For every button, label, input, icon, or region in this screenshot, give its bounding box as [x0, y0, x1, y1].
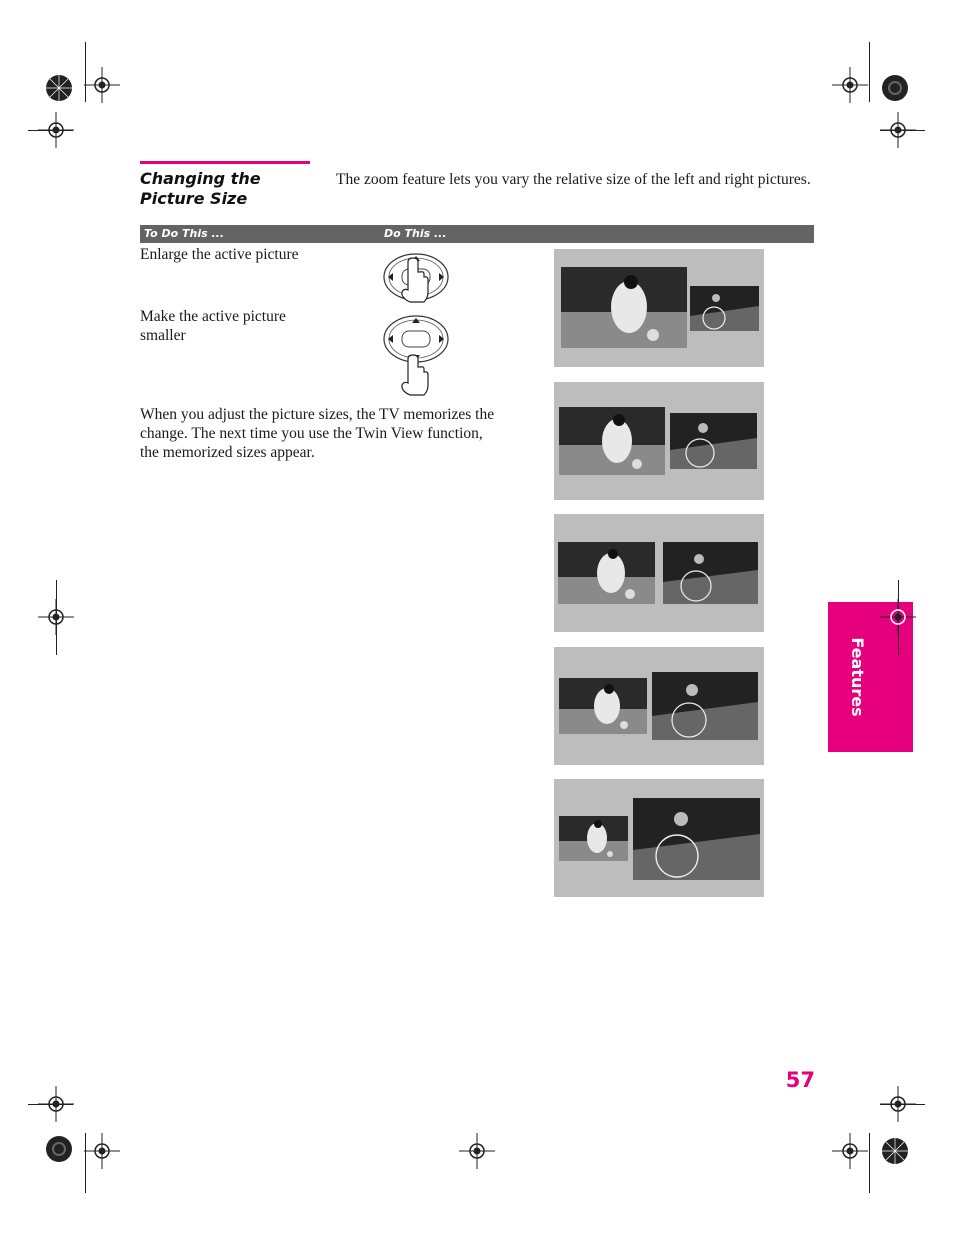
action-text: smaller [140, 327, 186, 344]
remote-joystick-up-icon [380, 252, 452, 306]
right-picture [663, 542, 758, 604]
left-picture [559, 407, 665, 475]
crosshair-icon [832, 67, 868, 103]
registration-target-icon [41, 70, 77, 106]
crosshair-icon [880, 112, 916, 148]
right-picture [670, 413, 757, 469]
twin-view-example [554, 382, 764, 500]
right-picture [652, 672, 758, 740]
crosshair-icon [84, 67, 120, 103]
table-header-col2: Do This ... [384, 227, 447, 240]
twin-view-example [554, 514, 764, 632]
crosshair-icon [880, 1086, 916, 1122]
crosshair-icon [459, 1133, 495, 1169]
page-number: 57 [785, 1068, 815, 1092]
left-picture [559, 678, 647, 734]
intro-paragraph: The zoom feature lets you vary the relative size of the left and right pictures. [336, 171, 811, 188]
right-picture [690, 286, 759, 331]
crosshair-icon [38, 112, 74, 148]
table-row-action [140, 307, 350, 345]
section-title-line: Picture Size [140, 189, 248, 208]
crop-mark [869, 1133, 870, 1193]
remote-joystick-down-icon [380, 313, 452, 397]
section-title-rule [140, 161, 310, 164]
registration-target-icon [41, 1131, 77, 1167]
crosshair-icon [38, 599, 74, 635]
memory-note: When you adjust the picture sizes, the TV memorizes the change. The next time you use the Twin View function, the memorized sizes appear. [140, 406, 495, 461]
left-picture [559, 816, 628, 861]
table-header-col1: To Do This ... [144, 227, 225, 240]
action-text: Enlarge the active picture [140, 246, 299, 263]
left-picture [558, 542, 655, 604]
crosshair-icon [38, 1086, 74, 1122]
left-picture [561, 267, 687, 348]
section-title [140, 169, 330, 209]
crop-mark [869, 42, 870, 102]
crosshair-icon [84, 1133, 120, 1169]
registration-target-icon [877, 70, 913, 106]
chapter-tab-label: Features [848, 637, 867, 717]
right-picture [633, 798, 760, 880]
section-title-line: Changing the [140, 169, 261, 188]
twin-view-example [554, 249, 764, 367]
twin-view-example [554, 647, 764, 765]
action-text: Make the active picture [140, 308, 286, 325]
table-header [140, 225, 814, 243]
twin-view-example [554, 779, 764, 897]
crosshair-icon [880, 599, 916, 635]
crosshair-icon [832, 1133, 868, 1169]
table-row-action [140, 245, 350, 264]
registration-target-icon [877, 1133, 913, 1169]
